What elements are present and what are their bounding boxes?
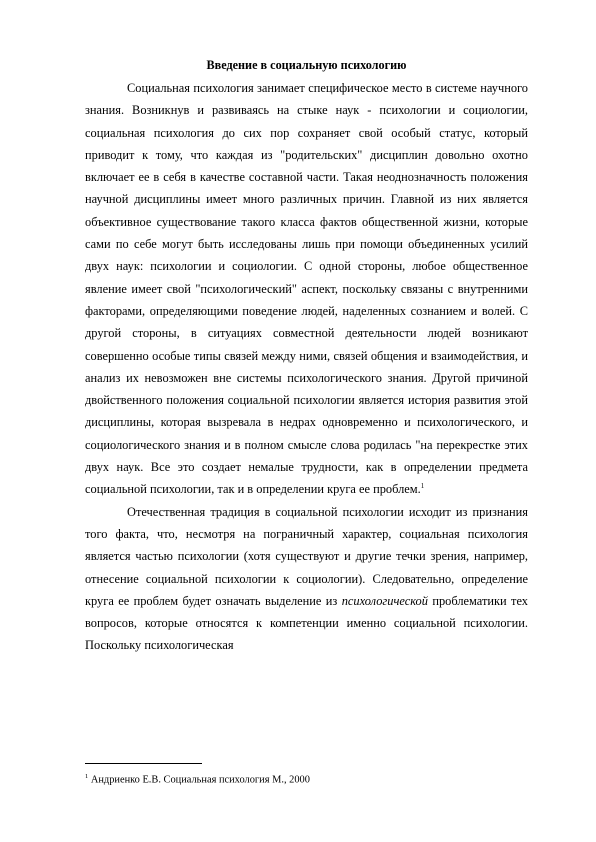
footnote-number: 1 xyxy=(85,773,89,780)
document-title: Введение в социальную психологию xyxy=(206,58,407,72)
paragraph-2-italic-word: психологической xyxy=(341,593,428,608)
paragraph-2-end: проблематики тех вопросов, которые относятся к компетенции именно социальной психологии. Поскольку психологическая xyxy=(85,593,528,653)
footnote xyxy=(85,770,310,786)
paragraph-1-text: Социальная психология занимает специфическое место в системе научного знания. Возникнув и развиваясь на стыке наук - психологии и социологии, социальная психология до сих пор сохраняет свой особый статус, который приводит к тому, что каждая из "родительских" дисциплин довольно охотно включает ее в себя в качестве составной части. Такая неоднозначность положения научной дисциплины имеет много различных причин. Главной из них является объективное существование такого класса фактов общественной жизни, которые сами по себе могут быть исследованы лишь при помощи объединенных усилий двух наук: психологии и социологии. С одной стороны, любое общественное явление имеет свой "психологический" аспект, поскольку связаны с внутренними факторами, определяющими поведение людей, наделенных сознанием и волей. С другой стороны, в ситуациях совместной деятельности людей возникают совершенно особые типы связей между ними, связей общения и взаимодействия, и анализ их невозможен вне системы психологического знания. Другой причиной двойственного положения социальной психологии является история развития этой дисциплины, которая вызревала в недрах одновременно и психологического, и социологического знания и в полном смысле слова родилась "на перекрестке этих двух наук. Все это создает немалые трудности, как в определении предмета социальной психологии, так и в определении круга ее проблем. xyxy=(85,81,528,497)
paragraph-1 xyxy=(85,77,528,501)
paragraph-2 xyxy=(85,501,528,657)
document-page xyxy=(85,58,528,657)
footnote-separator xyxy=(85,763,202,764)
footnote-reference[interactable]: 1 xyxy=(420,482,425,491)
paragraph-2-start: Отечественная традиция в социальной психологии исходит из признания того факта, что, несмотря на пограничный характер, социальная психология является частью психологии (хотя существуют и другие течки зрения, например, отнесение социальной психологии к социологии). Следовательно, определение круга ее проблем будет означать выделение из xyxy=(85,504,528,608)
footnote-text: Андриенко Е.В. Социальная психология М., 2000 xyxy=(90,774,310,786)
